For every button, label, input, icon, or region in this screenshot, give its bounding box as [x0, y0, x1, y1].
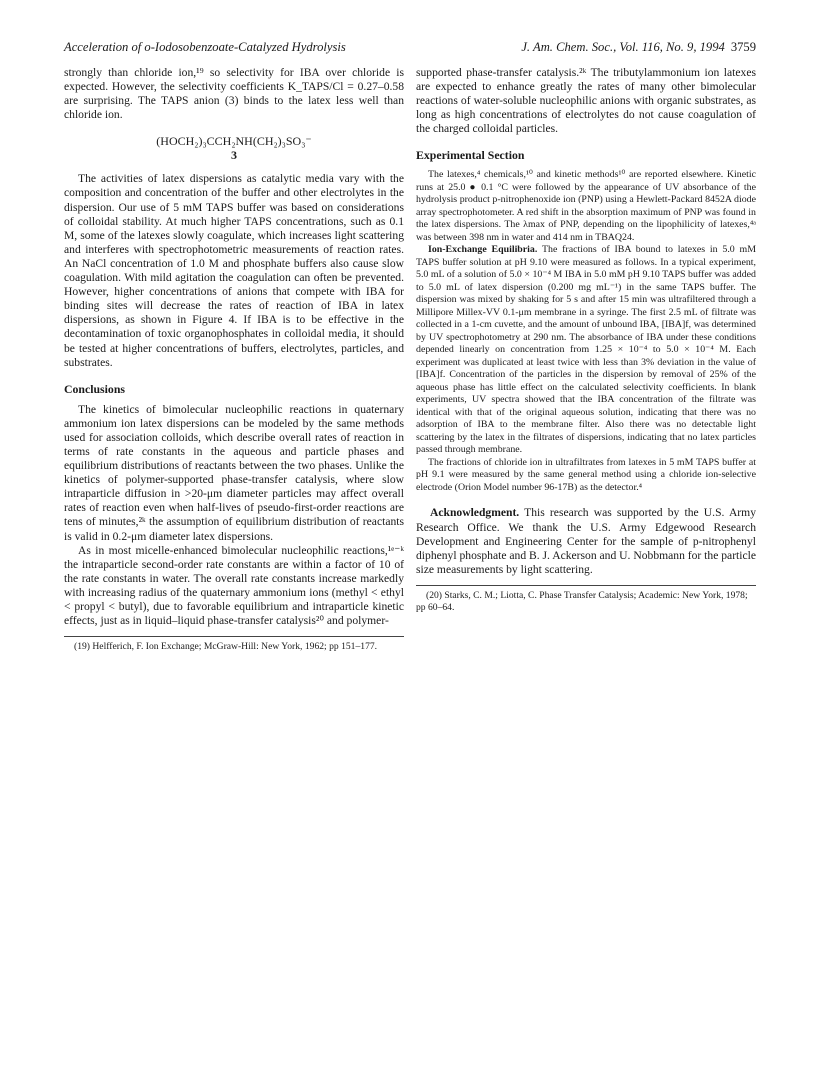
paragraph-latex-activity: The activities of latex dispersions as catalytic media vary with the composition and concentration of the buffer and other electrolytes in the dispersion. Our use of 5 mM TAPS buffer was based on considerations of colloidal stability. At much higher TAPS concentrations, such as 0.1 M, some of the latexes slowly coagulate, which increases light scattering and interferes with spectrophotometric measurements of reaction rates. An NaCl concentration of 1.0 M and phosphate buffers also cause slow coagulation. With mild agitation the coagulation can often be prevented. However, higher concentrations of anions that compete with IBA for binding sites will decrease the rates of reaction of IBA in latex dispersions, as shown in Figure 4. If IBA is to be effective in the decontamination of toxic organophosphates in colloidal media, it should be tested at higher concentrations of buffers, electrolytes, particles, and substrates.: [64, 172, 404, 369]
formula-number: 3: [231, 148, 237, 163]
acknowledgment-heading: Acknowledgment.: [430, 506, 520, 520]
paragraph-chloride: The fractions of chloride ion in ultrafiltrates from latexes in 5 mM TAPS buffer at pH 9.1 were measured by the same general method using a chloride ion-selective electrode (Orion Model number 96-17B) as the detector.⁴: [416, 456, 756, 493]
journal-citation: [521, 40, 756, 55]
ion-exchange-text: The fractions of IBA bound to latexes in 5.0 mM TAPS buffer solution at pH 9.10 were measured as follows. In a typical experiment, 5.0 mL of a solution of 5.0 × 10⁻⁴ M IBA in 5.0 mM pH 9.10 TAPS buffer was added to 5.0 mL of latex dispersion (0.200 mg mL⁻¹) in the same TAPS buffer. The dispersion was mixed by shaking for 5 s and after 15 min was ultrafiltered through a Millipore Millex-VV 0.1-μm membrane in a syringe. The first 2.5 mL of filtrate was collected in a 1-cm cuvette, and the amount of unbound IBA, [IBA]f, was determined by UV spectrophotometry at 290 nm. The absorbance of IBA under these conditions depended linearly on concentration from 1.25 × 10⁻⁴ to 5.0 × 10⁻⁴ M. Each experiment was duplicated at least twice with less than 3% deviation in the value of [IBA]f. Concentration of the particles in the dispersion by removal of 25% of the aqueous phase has little effect on the calculated selectivity coefficients. In blank experiments, UV spectra showed that the IBA concentration of the filtrate was identical with that of the original aqueous solution, indicating that there was no adsorption of IBA to the membrane filter. Also there was no detectable light scattering by the latex in the filtrates of dispersions, indicating that no latex particles passed through membrane.: [416, 244, 756, 456]
paragraph-conclusions-1: The kinetics of bimolecular nucleophilic reactions in quaternary ammonium ion latex dispersions can be modeled by the same methods used for association colloids, which describe overall rates of reaction in terms of rate constants in the aqueous and particle phases and equilibrium distributions of reactants between the two phases. Unlike the kinetics of polymer-supported phase-transfer catalysis, where slow intraparticle diffusion in >20-μm diameter particles may affect overall rates of reaction even when half-lives of pseudo-first-order reactions are tens of minutes,²ᵏ the assumption of equilibrium distribution of reactants is valid in 0.2-μm diameter latex dispersions.: [64, 402, 404, 543]
right-column: [416, 66, 756, 614]
experimental-heading: Experimental Section: [416, 148, 525, 163]
footnote-19: (19) Helfferich, F. Ion Exchange; McGraw-Hill: New York, 1962; pp 151–177.: [74, 641, 378, 653]
section-gap: [416, 494, 756, 506]
footnote-divider: [64, 636, 404, 637]
running-header: [64, 40, 756, 56]
journal-name: J. Am. Chem. Soc., Vol. 116, No. 9, 1994: [521, 40, 725, 54]
paragraph-acknowledgment: [416, 506, 756, 576]
paragraph-ion-exchange: [416, 244, 756, 457]
taps-formula: (HOCH₂)₃CCH₂NH(CH₂)₃SO₃⁻: [156, 134, 312, 149]
acknowledgment-text: This research was supported by the U.S. Army Research Office. We thank the U.S. Army Edgewood Research Development and Engineering Center for the sample of p-nitrophenyl diphenyl phosphate and B. J. Ackerson and U. Nobbmann for the particle size measurements by light scattering.: [416, 506, 757, 576]
page-number: 3759: [730, 40, 756, 54]
paragraph-phase-transfer: supported phase-transfer catalysis.²ᵏ The tributylammonium ion latexes are expected to enhance greatly the rates of many other bimolecular reactions of water-soluble nucleophilic anions with organic substrates, as long as high concentrations of electrolytes do not cause coagulation of the charged colloidal particles.: [416, 66, 756, 136]
left-column: [64, 66, 404, 653]
ion-exchange-heading: Ion-Exchange Equilibria.: [428, 244, 538, 256]
conclusions-heading: Conclusions: [64, 381, 125, 396]
paragraph-conclusions-2: As in most micelle-enhanced bimolecular nucleophilic reactions,¹ᵉ⁻ᵏ the intraparticle second-order rate constants are within a factor of 10 of the rate constants in water. The overall rate constants increase markedly with increasing radius of the quaternary ammonium ions (methyl < ethyl < propyl < butyl), due to favorable equilibrium and intraparticle kinetic effects, just as in liquid–liquid phase-transfer catalysis²⁰ and polymer-: [64, 543, 404, 628]
paragraph-methods: The latexes,⁴ chemicals,¹⁰ and kinetic methods¹⁰ are reported elsewhere. Kinetic runs at 25.0 ● 0.1 °C were followed by the appearance of UV absorbance of the hydrolysis product p-nitrophenoxide ion (PNP) using a Hewlett-Packard 8452A diode array spectrophotometer. A red shift in the absorption maximum of PNP was found in the latex dispersions. The λmax of PNP, depending on the lipophilicity of latexes,⁴ᵃ was between 398 nm in water and 414 nm in TBAQ24.: [416, 169, 756, 243]
paragraph-selectivity: strongly than chloride ion,¹⁹ so selectivity for IBA over chloride is expected. However, the selectivity coefficients K_TAPS/Cl = 0.27–0.58 are surprising. The TAPS anion (3) binds to the latex less well than chloride ion.: [64, 66, 404, 122]
footnote-20: (20) Starks, C. M.; Liotta, C. Phase Transfer Catalysis; Academic: New York, 1978; pp 60–64.: [416, 589, 748, 613]
running-title: Acceleration of o-Iodosobenzoate-Catalyzed Hydrolysis: [64, 40, 346, 54]
footnote-divider-right: [416, 585, 756, 586]
